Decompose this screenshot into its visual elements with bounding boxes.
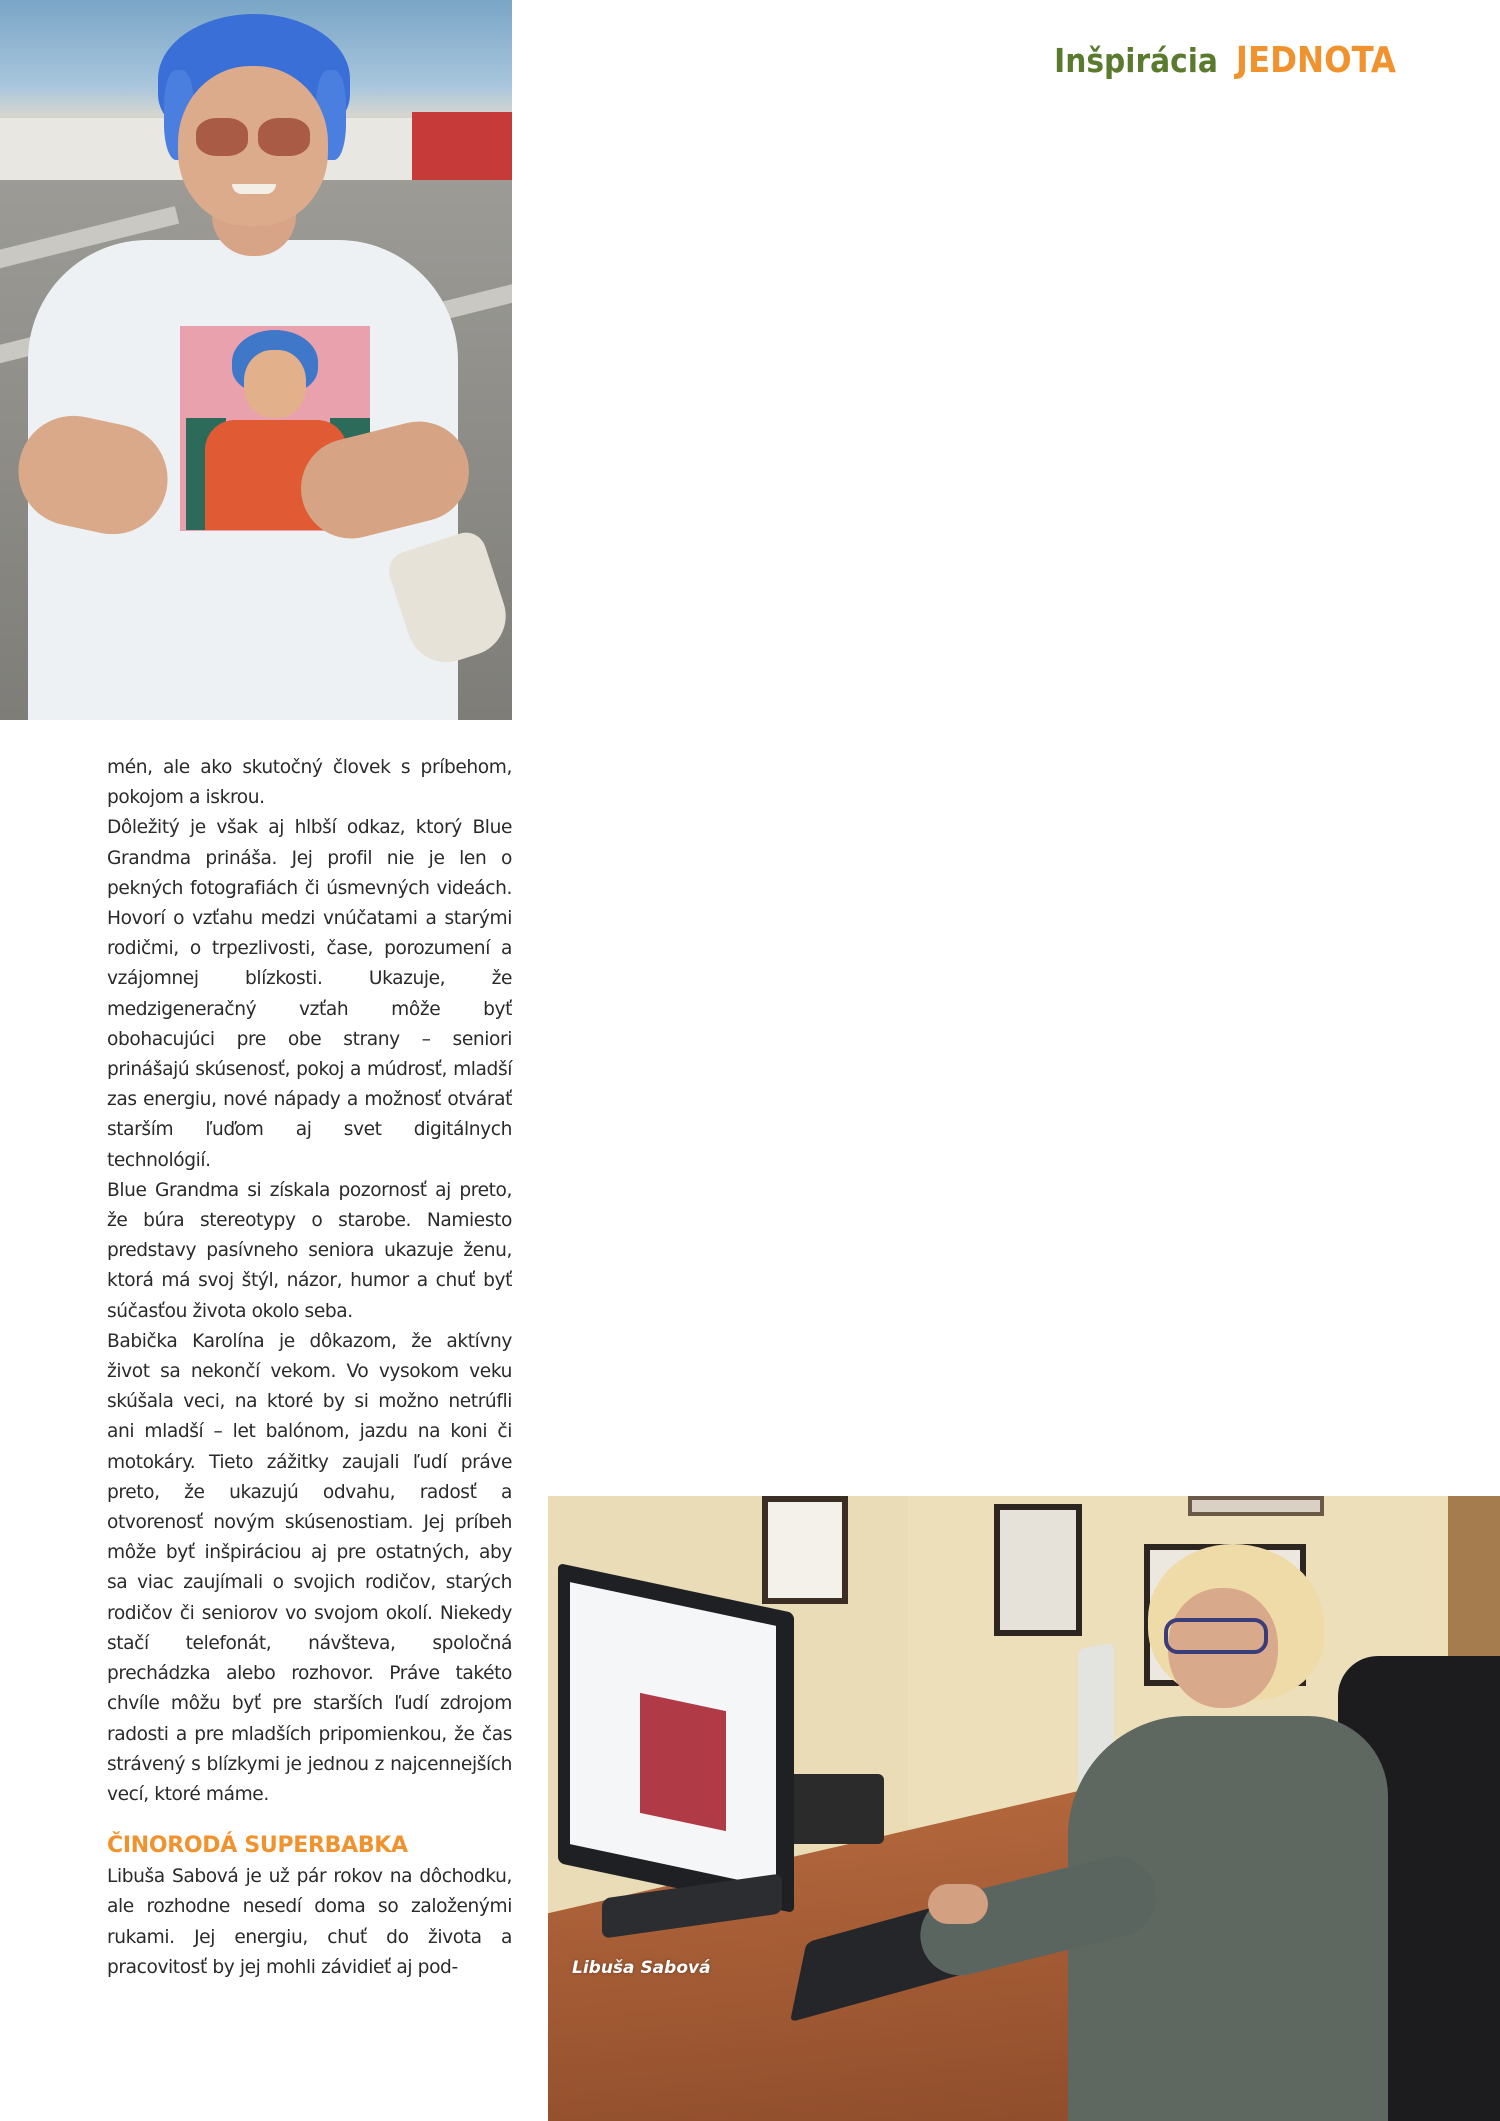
photo-libusa-sabova [548, 1496, 1500, 2121]
paragraph: Babička Karolína je dôkazom, že aktívny život sa nekončí vekom. Vo vysokom veku skúšala veci, na ktoré by si možno netrúfli ani mladší – let balónom, jazdu na koni či motokáry. Tieto zážitky zaujali ľudí práve preto, že ukazujú odvahu, radosť a otvorenosť novým skúsenostiam. Jej príbeh môže byť inšpiráciou aj pre ostatných, aby sa viac zaujímali o svojich rodičov, starých rodičov či seniorov vo svojom okolí. Niekedy stačí telefonát, návšteva, spoločná prechádzka alebo rozhovor. Práve takéto chvíle môžu byť pre starších ľudí zdrojom radosti a pre mladších pripomienkou, že čas strávený s blízkymi je jednou z najcennejších vecí, ktoré máme. [107, 1330, 512, 1805]
paragraph: Dôležitý je však aj hlbší odkaz, ktorý Blue Grandma prináša. Jej profil nie je len o pekných fotografiách či úsmevných videách. Hovorí o vzťahu medzi vnúčatami a starými rodičmi, o trpezlivosti, čase, porozumení a vzájomnej blízkosti. Ukazuje, že medzigeneračný vzťah môže byť obohacujúci pre obe strany – seniori prinášajú skúsenosť, pokoj a múdrosť, mladší zas energiu, nové nápady a možnosť otvárať starším ľuďom aj svet digitálnych technológií. [107, 817, 512, 1171]
photo-caption: Libuša Sabová [572, 1958, 711, 1978]
section-label: Inšpirácia [1054, 41, 1218, 80]
paragraph: Blue Grandma si získala pozornosť aj preto, že búra stereotypy o starobe. Namiesto predstavy pasívneho seniora ukazuje ženu, ktorá má svoj štýl, názor, humor a chuť byť súčasťou života okolo seba. [107, 1179, 512, 1322]
page-header [1054, 40, 1396, 81]
subheading: ČINORODÁ SUPERBABKA [107, 1833, 408, 1859]
paragraph: mén, ale ako skutočný človek s príbehom, pokojom a iskrou. [107, 757, 512, 809]
photo-blue-grandma [0, 0, 512, 720]
paragraph: Libuša Sabová je už pár rokov na dôchodku, ale rozhodne nesedí doma so založenými rukami. Jej energiu, chuť do života a pracovitosť by jej mohli závidieť aj pod- [107, 1866, 512, 1978]
article-column [107, 753, 512, 1983]
brand-logo: JEDNOTA [1235, 40, 1396, 81]
